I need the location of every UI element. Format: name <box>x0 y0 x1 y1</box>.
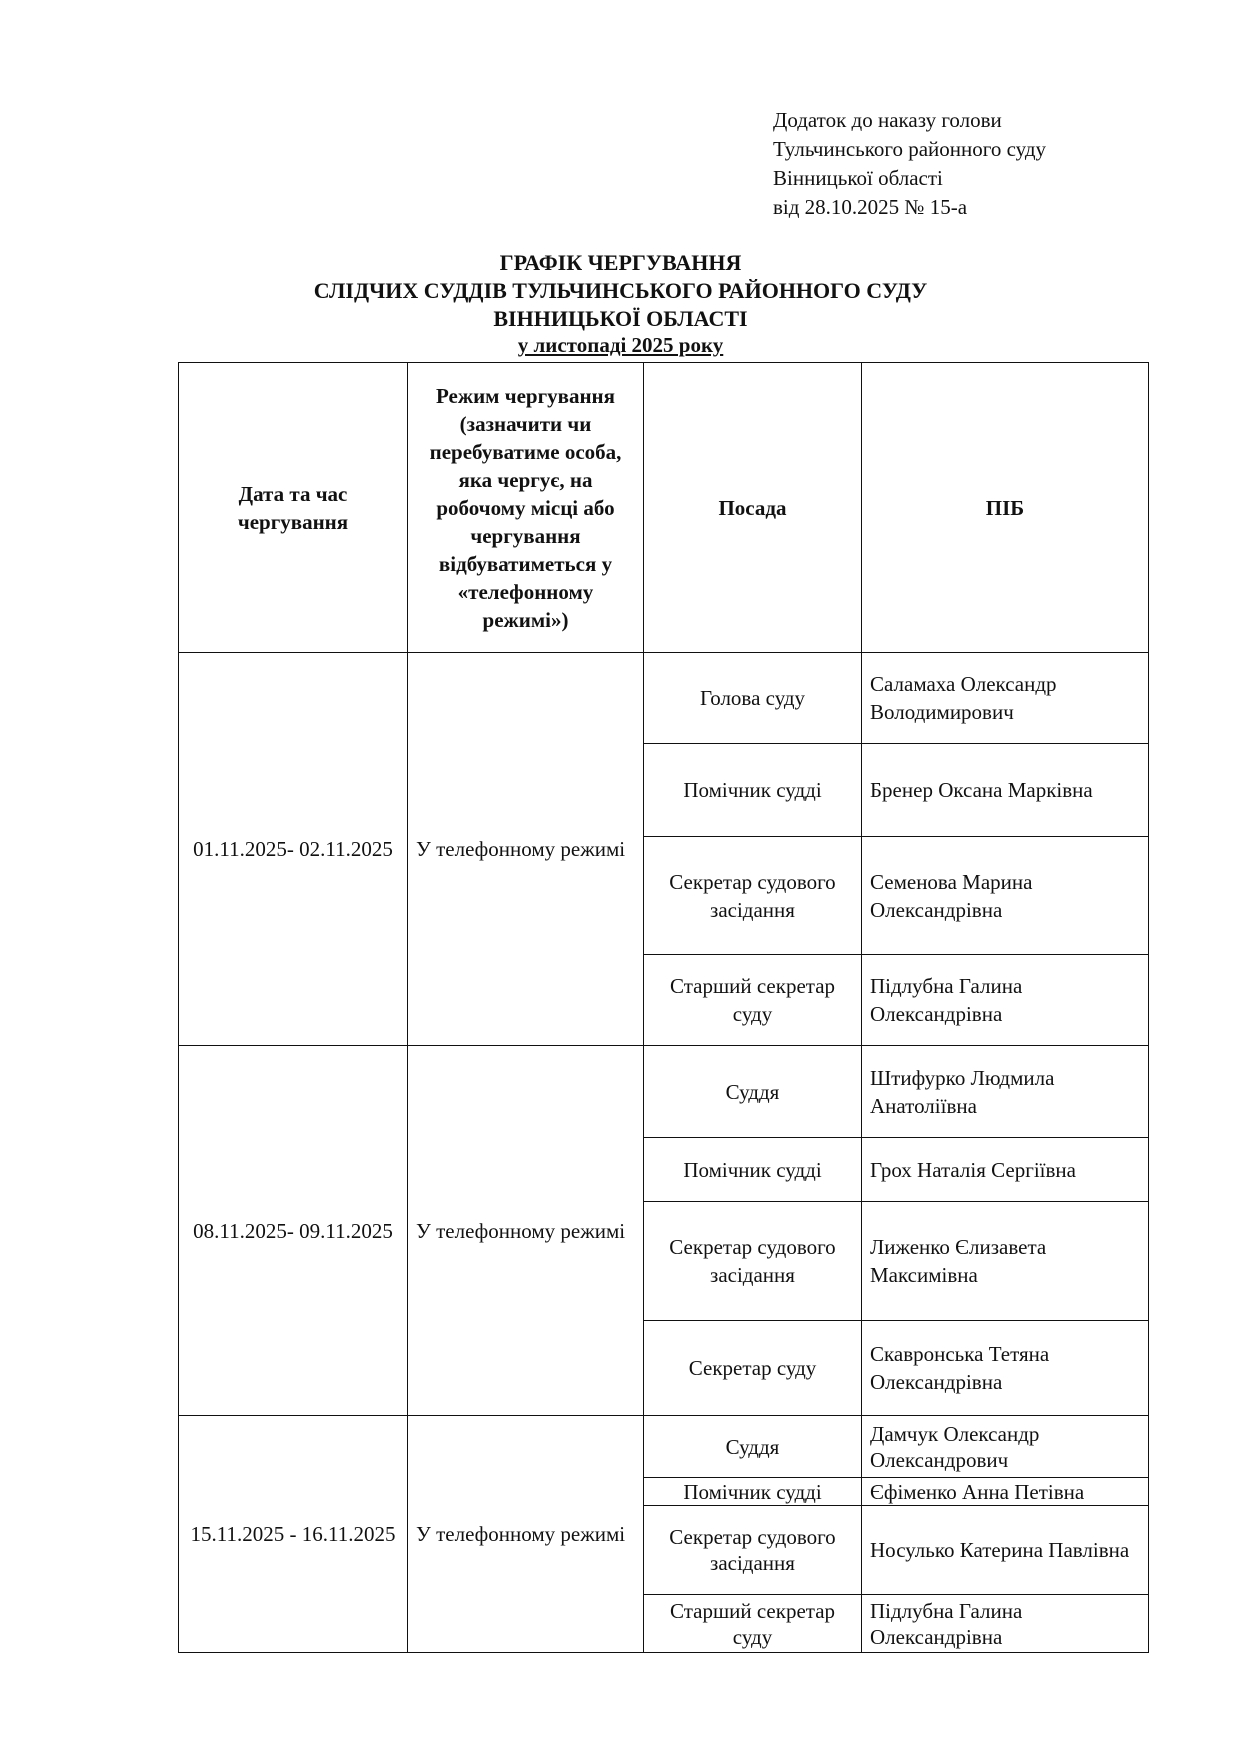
duty-mode: У телефонному режимі <box>408 653 644 1046</box>
appendix-line: Додаток до наказу голови <box>773 108 1002 132</box>
position-cell: Секретар судового засідання <box>644 1506 862 1595</box>
table-row <box>179 653 1149 744</box>
title-line: ВІННИЦЬКОЇ ОБЛАСТІ <box>493 306 748 331</box>
duty-schedule-table <box>178 362 1149 1653</box>
title-line: ГРАФІК ЧЕРГУВАННЯ <box>499 250 742 275</box>
duty-date: 08.11.2025- 09.11.2025 <box>179 1046 408 1416</box>
title-line: СЛІДЧИХ СУДДІВ ТУЛЬЧИНСЬКОГО РАЙОННОГО СУДУ <box>313 278 928 303</box>
name-cell: Грох Наталія Сергіївна <box>862 1138 1149 1202</box>
name-cell: Дамчук Олександр Олександрович <box>862 1416 1149 1478</box>
name-cell: Єфіменко Анна Петівна <box>862 1478 1149 1506</box>
duty-mode: У телефонному режимі <box>408 1416 644 1653</box>
position-cell: Помічник судді <box>644 744 862 837</box>
name-cell: Скавронська Тетяна Олександрівна <box>862 1321 1149 1416</box>
position-cell: Помічник судді <box>644 1138 862 1202</box>
duty-mode: У телефонному режимі <box>408 1046 644 1416</box>
position-cell: Суддя <box>644 1046 862 1138</box>
position-cell: Суддя <box>644 1416 862 1478</box>
table-row <box>179 1046 1149 1138</box>
header-mode: Режим чергування (зазначити чи перебуватиме особа, яка чергує, на робочому місці або чергування відбуватиметься у «телефонному режимі») <box>408 363 644 653</box>
document-title <box>0 249 1241 357</box>
position-cell: Секретар судового засідання <box>644 837 862 955</box>
header-date: Дата та час чергування <box>179 363 408 653</box>
duty-date: 01.11.2025- 02.11.2025 <box>179 653 408 1046</box>
appendix-line: Тульчинського районного суду <box>773 137 1047 161</box>
position-cell: Помічник судді <box>644 1478 862 1506</box>
appendix-line: Вінницької області <box>773 166 943 190</box>
name-cell: Носулько Катерина Павлівна <box>862 1506 1149 1595</box>
position-cell: Старший секретар суду <box>644 955 862 1046</box>
title-period: у листопаді 2025 року <box>517 333 724 357</box>
position-cell: Голова суду <box>644 653 862 744</box>
header-position: Посада <box>644 363 862 653</box>
table-row <box>179 1416 1149 1478</box>
name-cell: Штифурко Людмила Анатоліївна <box>862 1046 1149 1138</box>
name-cell: Підлубна Галина Олександрівна <box>862 1595 1149 1653</box>
position-cell: Секретар суду <box>644 1321 862 1416</box>
header-row <box>179 363 1149 653</box>
name-cell: Саламаха Олександр Володимирович <box>862 653 1149 744</box>
name-cell: Лиженко Єлизавета Максимівна <box>862 1202 1149 1321</box>
position-cell: Секретар судового засідання <box>644 1202 862 1321</box>
header-name: ПІБ <box>862 363 1149 653</box>
duty-date: 15.11.2025 - 16.11.2025 <box>179 1416 408 1653</box>
name-cell: Семенова Марина Олександрівна <box>862 837 1149 955</box>
appendix-note <box>773 106 1046 222</box>
appendix-date-line: від 28.10.2025 № 15-а <box>773 195 968 219</box>
position-cell: Старший секретар суду <box>644 1595 862 1653</box>
name-cell: Підлубна Галина Олександрівна <box>862 955 1149 1046</box>
name-cell: Бренер Оксана Марківна <box>862 744 1149 837</box>
